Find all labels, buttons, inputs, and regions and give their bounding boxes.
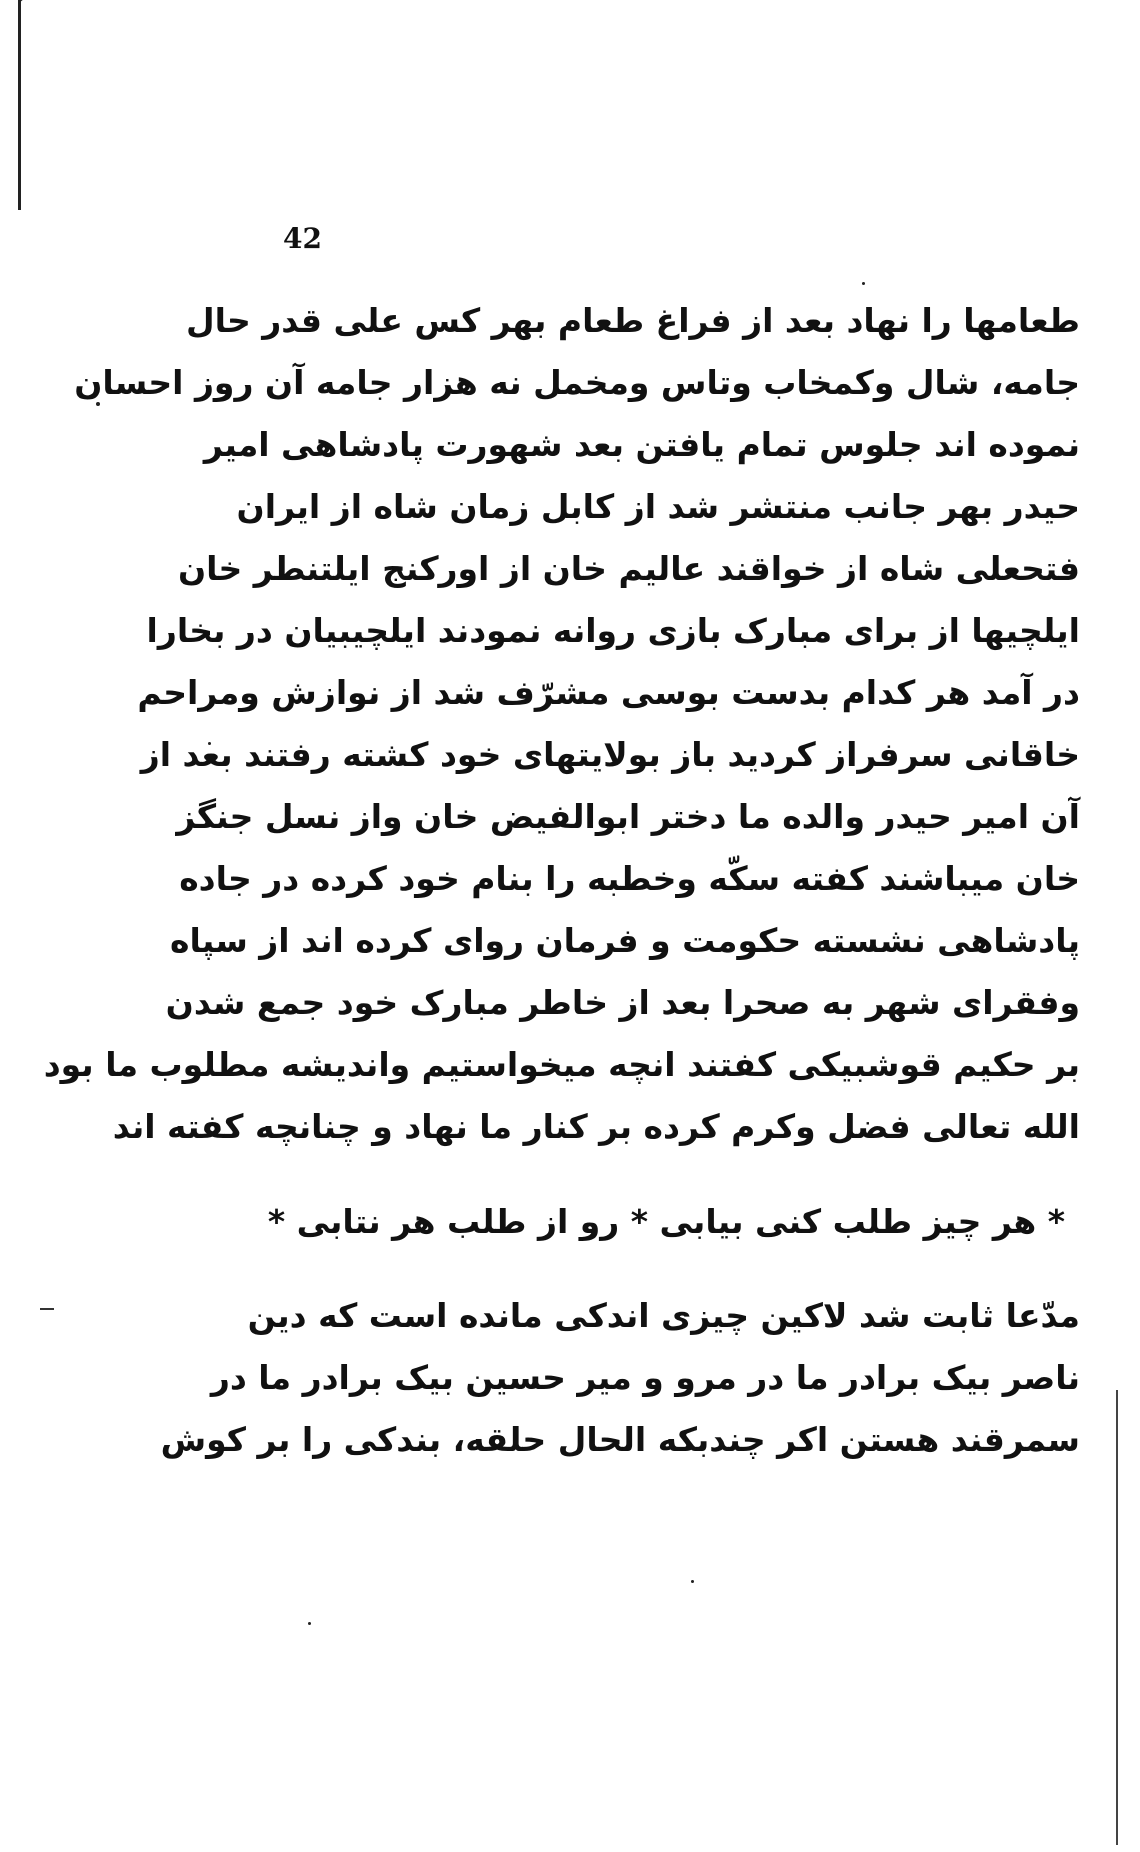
text-line: ایلچیها از برای مبارک بازی روانه نمودند ایلچیبیان در بخارا xyxy=(146,611,1080,650)
text-line: الله تعالی فضل وکرم کرده بر کنار ما نهاد و چنانچه کفته اند xyxy=(112,1107,1080,1146)
text-line: جامه، شال وکمخاب وتاس ومخمل نه هزار جامه آن روز احسان xyxy=(74,363,1080,402)
text-line: سمرقند هستن اکر چندبکه الحال حلقه، بندکی را بر کوش xyxy=(160,1420,1080,1459)
scan-speck xyxy=(691,1580,694,1583)
scan-speck xyxy=(862,282,865,285)
text-line: ناصر بیک برادر ما در مرو و میر حسین بیک برادر ما در xyxy=(210,1358,1080,1397)
text-line: در آمد هر کدام بدست بوسی مشرّف شد از نوازش ومراحم xyxy=(137,673,1080,712)
text-line: بر حکیم قوشبیکی کفتند انچه میخواستیم واندیشه مطلوب ما بود xyxy=(43,1045,1080,1084)
scan-speck xyxy=(308,1622,311,1625)
main-paragraph xyxy=(43,290,1080,1158)
closing-paragraph xyxy=(160,1285,1080,1471)
text-line: وفقرای شهر به صحرا بعد از خاطر مبارک خود جمع شدن xyxy=(165,983,1080,1022)
scan-edge-line xyxy=(18,0,21,210)
text-line: مدّعا ثابت شد لاکین چیزی اندکی مانده است که دین xyxy=(247,1296,1080,1335)
text-line: پادشاهی نشسته حکومت و فرمان روای کرده اند از سپاه xyxy=(170,921,1080,960)
text-line: حیدر بهر جانب منتشر شد از کابل زمان شاه از ایران xyxy=(236,487,1080,526)
text-line: نموده اند جلوس تمام یافتن بعد شهورت پادشاهی امیر xyxy=(203,425,1080,464)
text-line: آن امیر حیدر والده ما دختر ابوالفیض خان واز نسل جنگز xyxy=(176,797,1080,836)
scan-gutter-line xyxy=(1116,1390,1118,1845)
text-line: طعامها را نهاد بعد از فراغ طعام بهر کس علی قدر حال xyxy=(186,301,1080,340)
text-line: خان میباشند کفته سکّه وخطبه را بنام خود کرده در جاده xyxy=(179,859,1080,898)
text-line: خاقانی سرفراز کردید باز بولایتهای خود کشته رفتند بعد از xyxy=(140,735,1080,774)
scan-mark xyxy=(40,1308,54,1310)
text-line: فتحعلی شاه از خواقند عالیم خان از اورکنج ایلتنطر خان xyxy=(177,549,1080,588)
verse-line: * هر چیز طلب کنی بیابی * رو از طلب هر نتابی * xyxy=(267,1202,1065,1241)
page-number: 42 xyxy=(283,222,322,255)
